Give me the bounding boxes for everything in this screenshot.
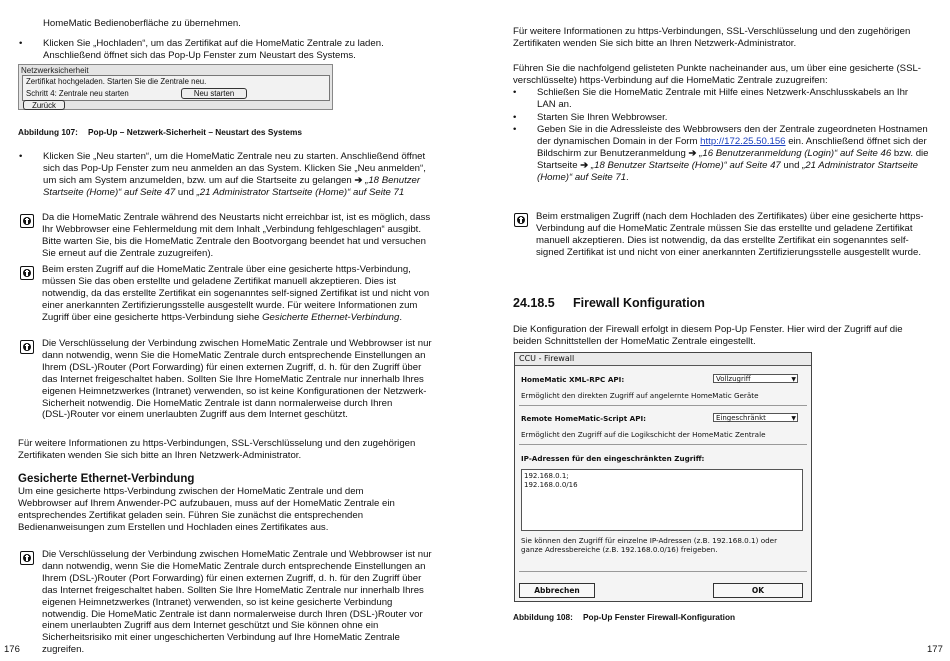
bullet-restart-text: Klicken Sie „Neu starten“, um die HomeMatic Zentrale neu zu starten. Anschließend öffnet sich das Pop-Up Fenster zum neu anmelden an das System. Klicken Sie „Neu anmelden“, um sich am System anzumelden, bzw. um auf die Startseite zu gelangen xyxy=(43,151,426,186)
step-connect-text: Schließen Sie die HomeMatic Zentrale mit Hilfe eines Netzwerk-Anschlusskabels an Ihr LAN an. xyxy=(537,87,909,110)
paragraph-info: Für weitere Informationen zu https-Verbindungen, SSL-Verschlüsselung und den zugehörigen Zertifikaten wenden Sie sich bitte an Ihren Netzwerk-Administrator. xyxy=(513,26,911,49)
arrow-icon: ➔ xyxy=(580,159,589,171)
info-icon xyxy=(20,214,34,228)
note-first-access: Beim ersten Zugriff auf die HomeMatic Zentrale über eine gesicherte https-Verbindung, müssen Sie das oben erstellte und geladene Zertifikat manuell akzeptieren. Dies ist notwendig, da das erstellte Zertifikat ein sogenanntes self-signed Zertifikat ist und nicht von einer anerkannten Zertifizierungsstelle ausgestellt wurde. Für weitere Informationen zum Zugriff über eine gesicherte https-Verbindung siehe Gesicherte Ethernet-Verbindung. xyxy=(42,264,434,324)
restart-button[interactable]: Neu starten xyxy=(181,88,247,99)
info-icon xyxy=(20,551,34,565)
bullet-upload-text: Klicken Sie „Hochladen“, um das Zertifikat auf die HomeMatic Zentrale zu laden. Anschließend öffnet sich das Pop-Up Fenster zum Neustart des Systems. xyxy=(43,38,384,61)
ref-home-admin[interactable]: „21 Administrator Startseite (Home)“ auf Seite 71 xyxy=(196,186,405,198)
caption-text: Pop-Up Fenster Firewall-Konfiguration xyxy=(583,612,736,622)
caption-108 xyxy=(513,612,735,624)
restart-box xyxy=(22,75,330,101)
note-text: Beim erstmaligen Zugriff (nach dem Hochladen des Zertifikates) über eine gesicherte https-Verbindung auf die HomeMatic Zentrale müssen Sie das erstellte und geladene Zertifikat manuell akzeptieren. Dies ist notwendig, da das erstellte Zertifikat ein sogenanntes self-signed Zertifikat ist und nicht von einer anerkannten Zertifizierungsstelle ausgestellt wurde. xyxy=(536,211,924,258)
bullet-restart: • Klicken Sie „Neu starten“, um die HomeMatic Zentrale neu zu starten. Anschließend öffnet sich das Pop-Up Fenster zum neu anmelden an das System. Klicken Sie „Neu anmelden“, um sich am System anzumelden, bzw. um auf die Startseite zu gelangen ➔ „18 Benutzer Startseite (Home)“ auf Seite 47 und „21 Administrator Startseite (Home)“ auf Seite 71 xyxy=(19,151,426,198)
script-desc: Ermöglicht den Zugriff auf die Logikschicht der HomeMatic Zentrale xyxy=(521,430,766,439)
cancel-button[interactable]: Abbrechen xyxy=(519,583,595,598)
ip-textarea[interactable] xyxy=(521,469,803,531)
paragraph-firewall: Die Konfiguration der Firewall erfolgt in diesem Pop-Up Fenster. Hier wird der Zugriff auf die beiden Schnittstellen der HomeMatic Zentrale eingestellt. xyxy=(513,324,903,347)
caption-number: Abbildung 107: xyxy=(18,127,78,137)
heading-secure-connection: Gesicherte Ethernet-Verbindung xyxy=(18,473,195,485)
info-icon xyxy=(20,340,34,354)
ref-secure-connection[interactable]: Gesicherte Ethernet-Verbindung xyxy=(262,311,400,323)
step4-text: Schritt 4: Zentrale neu starten xyxy=(26,89,129,98)
heading-title: Firewall Konfiguration xyxy=(573,296,705,310)
note-first-access xyxy=(536,211,928,259)
screenshot-firewall xyxy=(514,352,812,602)
step-browser-text: Starten Sie Ihren Webbrowser. xyxy=(537,112,668,123)
script-value: Eingeschränkt xyxy=(716,414,766,422)
chevron-down-icon: ▼ xyxy=(791,376,796,383)
xmlrpc-desc: Ermöglicht den direkten Zugriff auf angelernte HomeMatic Geräte xyxy=(521,391,759,400)
screenshot-title: Netzwerksicherheit xyxy=(21,66,89,75)
divider xyxy=(519,405,807,406)
heading-firewall xyxy=(513,298,705,310)
caption-107 xyxy=(18,127,302,139)
info-icon xyxy=(514,213,528,227)
caption-number: Abbildung 108: xyxy=(513,612,573,622)
bullet-dot: • xyxy=(513,124,517,135)
bullet-upload xyxy=(19,38,415,62)
info-icon xyxy=(20,266,34,280)
ref-home-user[interactable]: „18 Benutzer Startseite (Home)“ auf Seite 47 xyxy=(43,174,421,198)
step-browser xyxy=(513,112,927,124)
bullet-dot: • xyxy=(513,112,517,123)
paragraph-steps: Führen Sie die nachfolgend gelisteten Punkte nacheinander aus, um über eine gesicherte (SSL-verschlüsselte) https-Verbindung auf die HomeMatic Zentrale zuzugreifen: xyxy=(513,63,921,86)
xmlrpc-select[interactable] xyxy=(713,374,798,383)
page-number: 176 xyxy=(4,644,20,656)
arrow-icon: ➔ xyxy=(688,147,697,159)
paragraph-info: Für weitere Informationen zu https-Verbindungen, SSL-Verschlüsselung und den zugehörigen Zertifikaten wenden Sie sich bitte an Ihren Netzwerk-Administrator. xyxy=(18,438,416,461)
ip-entry: 192.168.0.1; xyxy=(524,472,569,480)
screenshot-network-security xyxy=(18,64,333,110)
note-encryption-2 xyxy=(42,549,434,656)
page-number: 177 xyxy=(927,644,943,656)
ref-home-admin[interactable]: „21 Administrator Startseite (Home)“ auf Seite 71 xyxy=(537,159,918,183)
note-encryption xyxy=(42,338,434,421)
back-button[interactable]: Zurück xyxy=(23,100,65,110)
note-restart xyxy=(42,212,434,260)
ref-home-user[interactable]: „18 Benutzer Startseite (Home)“ auf Seite 47 xyxy=(588,159,781,171)
xmlrpc-label: HomeMatic XML-RPC API: xyxy=(521,375,625,384)
xmlrpc-value: Vollzugriff xyxy=(716,375,751,383)
ip-label: IP-Adressen für den eingeschränkten Zugriff: xyxy=(521,454,705,463)
step-address: • Geben Sie in die Adressleiste des Webbrowsers den der Zentrale zugeordneten Hostnamen der dynamischen Domain in der Form http://172.25.50.156 ein. Anschließend öffnet sich der Bildschirm zur Benutzeranmeldung ➔ „16 Benutzeranmeldung (Login)“ auf Seite 46 bzw. die Startseite ➔ „18 Benutzer Startseite (Home)“ auf Seite 47 und „21 Administrator Startseite (Home)“ auf Seite 71. xyxy=(513,124,929,183)
note-text: Die Verschlüsselung der Verbindung zwischen HomeMatic Zentrale und Webbrowser ist nur dann notwendig, wenn Sie die HomeMatic Zentrale durch entsprechende Einstellungen an Ihrem (DSL-)Router (Port Forwarding) für einen externen Zugriff, d. h. für den Zugriff über das Internet freigeschaltet haben. Sollten Sie Ihre HomeMatic Zentrale nur innerhalb Ihres eigenen Heimnetzwerkes (Intranet) verwenden, so ist keine Konfigurationen der Netzwerk-Sicherheit notwendig. Die HomeMatic Zentrale ist dann normalerweise durch Ihren (DSL-)Router vor einem unerlaubten Zugriff aus dem Internet geschützt. xyxy=(42,338,432,421)
note-text: Die Verschlüsselung der Verbindung zwischen HomeMatic Zentrale und Webbrowser ist nur dann notwendig, wenn Sie die HomeMatic Zentrale durch entsprechende Einstellungen an Ihrem (DSL-)Router (Port Forwarding) für einen externen Zugriff, d. h. für den Zugriff über das Internet freigeschaltet haben. Sollten Sie Ihre HomeMatic Zentrale nur innerhalb Ihres eigenen Heimnetzwerkes (Intranet) verwenden, so ist keine gesicherte Verbindung notwendig. Die HomeMatic Zentrale ist dann normalerweise durch Ihren (DSL-)Router vor einem unerlaubten Zugriff aus dem Internet geschützt und Sie können ohne ein Sicherheitsrisiko mit einer ungeschicherten Verbindung auf Ihre HomeMatic Zentrale zugreifen. xyxy=(42,549,432,656)
hint-line-2: ganze Adressbereiche (z.B. 192.168.0.0/16) freigeben. xyxy=(521,545,718,554)
note-text: Da die HomeMatic Zentrale während des Neustarts nicht erreichbar ist, ist es möglich, dass Ihr Webbrowser eine Fehlermeldung mit dem Inhalt „Verbindung fehlgeschlagen“ ausgibt. Bitte warten Sie, bis die HomeMatic Zentrale den Bootvorgang beendet hat und versuchen Sie erneut auf die Zentrale zuzugreifen). xyxy=(42,212,431,259)
bullet-dot: • xyxy=(19,151,23,162)
note-text: Beim ersten Zugriff auf die HomeMatic Zentrale über eine gesicherte https-Verbindung, müssen Sie das oben erstellte und geladene Zertifikat manuell akzeptieren. Dies ist notwendig, da das erstellte Zertifikat ein sogenanntes self-signed Zertifikat ist und nicht von einer anerkannten Zertifizierungsstelle ausgestellt wurde. Für weitere Informationen zum Zugriff über eine gesicherte https-Verbindung siehe xyxy=(42,264,430,323)
window-title: CCU - Firewall xyxy=(515,353,811,366)
hint-line-1: Sie können den Zugriff für einzelne IP-Adressen (z.B. 192.168.0.1) oder xyxy=(521,536,778,545)
caption-text: Pop-Up – Netzwerk-Sicherheit – Neustart des Systems xyxy=(88,127,302,137)
script-select[interactable] xyxy=(713,413,798,422)
bullet-dot: • xyxy=(513,87,517,98)
ok-button[interactable]: OK xyxy=(713,583,803,598)
upload-success-text: Zertifikat hochgeladen. Starten Sie die Zentrale neu. xyxy=(26,77,207,86)
arrow-icon: ➔ xyxy=(354,174,363,186)
script-label: Remote HomeMatic-Script API: xyxy=(521,414,647,423)
bullet-dot: • xyxy=(19,38,23,49)
host-link[interactable]: http://172.25.50.156 xyxy=(700,135,786,147)
paragraph-secure: Um eine gesicherte https-Verbindung zwischen der HomeMatic Zentrale und dem Webbrowser auf Ihrem Anwender-PC aufzubauen, muss auf der HomeMatic Zentrale ein entsprechendes Zertifikat geladen sein. Führen Sie zunächst die entsprechenden Bedienanweisungen zum Erstellen und Hochladen eines Zertifikates aus. xyxy=(18,486,395,533)
divider xyxy=(519,571,807,572)
ref-login[interactable]: „16 Benutzeranmeldung (Login)“ auf Seite 46 xyxy=(696,147,892,159)
heading-number: 24.18.5 xyxy=(513,296,555,310)
chevron-down-icon: ▼ xyxy=(791,415,796,422)
paragraph-top: HomeMatic Bedienoberfläche zu übernehmen. xyxy=(43,18,241,29)
step-connect xyxy=(513,87,927,111)
ip-entry: 192.168.0.0/16 xyxy=(524,481,578,489)
divider xyxy=(519,444,807,445)
